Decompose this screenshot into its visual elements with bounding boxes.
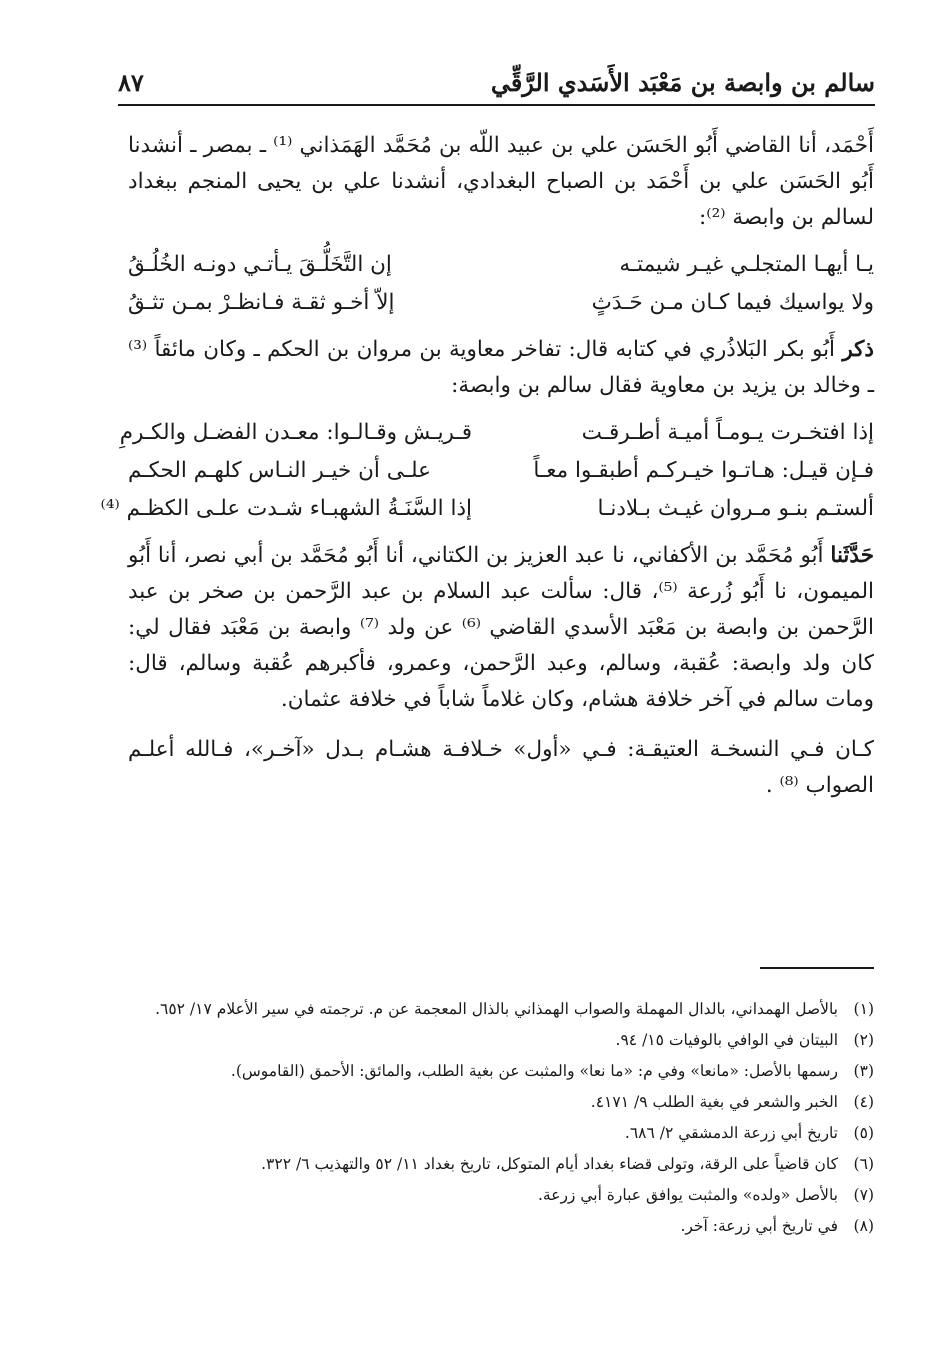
footnote-text: في تاريخ أبي زرعة: آخر. <box>680 1217 838 1235</box>
footnote <box>128 1211 874 1242</box>
footnote-number: (٢) <box>853 1031 874 1049</box>
verse-line <box>119 414 874 452</box>
footnote <box>128 1025 874 1056</box>
footnote-number: (٥) <box>853 1124 874 1142</box>
first-hemistich: إذا افتخـرت يـومـاً أميـة أطـرقـت <box>581 420 874 445</box>
footnote <box>128 1056 874 1087</box>
footnote-number: (٦) <box>853 1155 874 1173</box>
verse-line <box>128 284 874 322</box>
footnote <box>128 1149 874 1180</box>
page-number: ٨٧ <box>118 67 144 97</box>
footnote-number: (١) <box>853 1000 874 1018</box>
second-hemistich: علـى أن خيـر النـاس كلهـم الحكـم <box>128 458 431 483</box>
paragraph-4: كـان فـي النسخـة العتيقـة: فـي «أول» خـلافـة هشـام بـدل «آخـر»، فـالله أعلـم الصواب ⁽⁸⁾ . <box>128 737 874 798</box>
second-hemistich: قـريـش وقـالـوا: معـدن الفضـل والكـرمِ <box>119 420 472 445</box>
first-hemistich: يـا أيهـا المتجلـي غيـر شيمتـه <box>619 252 874 277</box>
footnote <box>128 1087 874 1118</box>
second-hemistich: إن التَّخَلُّـقَ يـأتـي دونـه الخُلُـقُ <box>128 252 392 277</box>
second-hemistich: إذا السَّنَـةُ الشهبـاء شـدت علـى الكظـم ⁽⁴⁾ <box>100 496 472 521</box>
footnote-text: الخبر والشعر في بغية الطلب ٩/ ٤١٧١. <box>590 1093 838 1111</box>
paragraph-2 <box>128 332 874 404</box>
footnote-text: رسمها بالأصل: «مانعا» وفي م: «ما نعا» والمثبت عن بغية الطلب، والمائق: الأحمق (القاموس). <box>230 1062 838 1080</box>
footnote-number: (٤) <box>853 1093 874 1111</box>
poem-2 <box>100 414 874 528</box>
running-title: سالم بن وابصة بن مَعْبَد الأَسَدي الرَّقِّي <box>490 67 875 97</box>
footnote-text: بالأصل الهمداني، بالدال المهملة والصواب الهمذاني بالذال المعجمة عن م. ترجمته في سير الأعلام ١٧/ ٦٥٢. <box>155 1000 838 1018</box>
footnote-text: بالأصل «ولده» والمثبت يوافق عبارة أبي زرعة. <box>537 1186 838 1204</box>
paragraph-2-text: أَبُو بكر البَلاذُري في كتابه قال: تفاخر معاوية بن مروان بن الحكم ـ وكان مائقاً ⁽³⁾ ـ وخالد بن يزيد بن معاوية فقال سالم بن وابصة: <box>128 337 874 398</box>
footnote-text: كان قاضياً على الرقة، وتولى قضاء بغداد أيام المتوكل، تاريخ بغداد ١١/ ٥٢ والتهذيب ٦/ ٣٢٢. <box>261 1155 838 1173</box>
footnote <box>128 1118 874 1149</box>
paragraph-1: أَحْمَد، أنا القاضي أَبُو الحَسَن علي بن عبيد اللّه بن مُحَمَّد الهَمَذاني ⁽¹⁾ ـ بمصر ـ أنشدنا أَبُو الحَسَن علي بن أَحْمَد بن الصباح البغدادي، أنشدنا علي بن يحيى المنجم ببغداد لسالم بن وابصة ⁽²⁾: <box>128 133 875 230</box>
footnote-number: (٣) <box>853 1062 874 1080</box>
footnote-text: تاريخ أبي زرعة الدمشقي ٢/ ٦٨٦. <box>624 1124 838 1142</box>
paragraph-lead-word: ذكر <box>842 337 874 362</box>
footnote-text: البيتان في الوافي بالوفيات ١٥/ ٩٤. <box>615 1031 838 1049</box>
paragraph-lead-word: حَدَّثَنا <box>830 543 874 568</box>
page-header <box>118 60 875 106</box>
verse-line <box>128 246 874 284</box>
verse-line <box>100 490 874 528</box>
footnote <box>128 994 874 1025</box>
second-hemistich: إلاّ أخـو ثقـة فـانظـرْ بمـن تثـقُ <box>128 290 395 315</box>
main-text <box>100 128 875 804</box>
first-hemistich: فـإن قيـل: هـاتـوا خيـركـم أطبقـوا معـاً <box>533 458 874 483</box>
first-hemistich: ولا يواسيك فيما كـان مـن حَـدَثٍ <box>591 290 874 315</box>
footnotes <box>128 994 874 1242</box>
footnote-number: (٧) <box>853 1186 874 1204</box>
verse-line <box>128 452 874 490</box>
paragraph-3-text: أَبُو مُحَمَّد بن الأكفاني، نا عبد العزيز بن الكتاني، أنا أَبُو مُحَمَّد بن أبي نصر، أنا أَبُو الميمون، نا أَبُو زُرعة ⁽⁵⁾، قال: سألت عبد السلام بن عبد الرَّحمن بن صخر بن عبد الرَّحمن بن وابصة بن مَعْبَد الأسدي القاضي ⁽⁶⁾ عن ولد ⁽⁷⁾ وابصة بن مَعْبَد فقال لي: كان ولد وابصة: عُقبة، وسالم، وعبد الرَّحمن، وعمرو، فأكبرهم عُقبة وسالم، قال: ومات سالم في آخر خلافة هشام، وكان غلاماً شاباً في خلافة عثمان. <box>128 543 874 712</box>
poem-1 <box>128 246 874 322</box>
footnote <box>128 1180 874 1211</box>
footnote-separator <box>760 967 874 969</box>
first-hemistich: ألستـم بنـو مـروان غيـث بـلادنـا <box>597 496 874 521</box>
paragraph-3 <box>128 538 874 718</box>
footnote-number: (٨) <box>853 1217 874 1235</box>
